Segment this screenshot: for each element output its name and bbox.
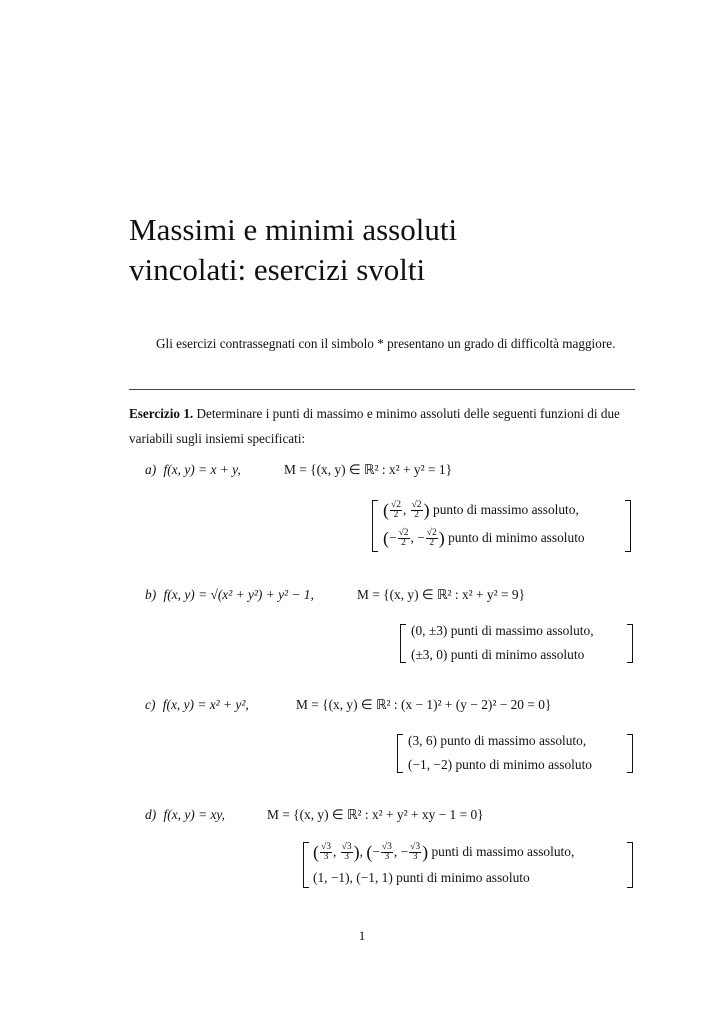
item-b-max-line [411,623,594,639]
item-d-label: d) [145,807,157,822]
item-d-set: M = {(x, y) ∈ ℝ² : x² + y² + xy − 1 = 0} [267,807,484,822]
item-c-max-point: (3, 6) [408,733,438,748]
item-c-left-bracket [397,734,403,773]
item-a-max-text: punto di massimo assoluto, [433,502,579,517]
item-d-min-text: punti di minimo assoluto [396,870,530,885]
item-c-label: c) [145,697,156,712]
item-a-set: M = {(x, y) ∈ ℝ² : x² + y² = 1} [284,462,453,477]
item-d-max-line: ( $\frac{√3}{3}$ , $\frac{√3}{3}$ ), (− $\frac{√3}{3}$ , − $\frac{√3}{3}$ ) punti di massimo assoluto, [313,842,575,863]
item-c-min-line [408,757,592,773]
item-b-left-bracket [400,624,406,663]
exercise-statement [129,401,635,451]
exercise-text: Determinare i punti di massimo e minimo assoluti delle seguenti funzioni di due variabili sugli insiemi specificati: [129,406,620,446]
item-c-set: M = {(x, y) ∈ ℝ² : (x − 1)² + (y − 2)² − 20 = 0} [296,697,552,712]
item-d-max-text: punti di massimo assoluto, [431,844,575,859]
item-d-left-bracket [303,842,309,888]
item-b-function: f(x, y) = √(x² + y²) + y² − 1, [163,587,314,602]
intro-paragraph: Gli esercizi contrassegnati con il simbolo * presentano un grado di difficoltà maggiore. [156,336,616,351]
item-d [145,807,225,823]
item-b-label: b) [145,587,157,602]
item-a [145,462,241,478]
item-b-min-text: punti di minimo assoluto [450,647,585,662]
item-b-min-line [411,647,584,663]
item-c-right-bracket [627,734,633,773]
item-b-max-text: punti di massimo assoluto, [450,623,594,638]
item-b-set: M = {(x, y) ∈ ℝ² : x² + y² = 9} [357,587,526,602]
page-title [129,210,457,290]
item-d-function: f(x, y) = xy, [163,807,225,822]
item-a-min-text: punto di minimo assoluto [448,530,585,545]
item-a-function: f(x, y) = x + y, [163,462,241,477]
item-c-max-line [408,733,586,749]
item-c-min-point: (−1, −2) [408,757,453,772]
title-line-1: Massimi e minimi assoluti [129,212,458,247]
item-b-max-point: (0, ±3) [411,623,448,638]
horizontal-rule [129,389,635,390]
item-d-right-bracket [627,842,633,888]
page-number: 1 [358,928,366,943]
item-a-right-bracket [625,500,631,552]
item-a-label: a) [145,462,157,477]
title-line-2: vincolati: esercizi svolti [129,252,426,287]
item-b [145,587,314,603]
item-b-right-bracket [627,624,633,663]
exercise-label: Esercizio 1. [129,406,194,421]
item-c [145,697,249,713]
item-b-min-point: (±3, 0) [411,647,448,662]
item-d-min-line [313,870,530,886]
item-c-min-text: punto di minimo assoluto [455,757,592,772]
item-c-max-text: punto di massimo assoluto, [440,733,587,748]
item-a-min-line: (− $\frac{√2}{2}$ , − $\frac{√2}{2}$ ) punto di minimo assoluto [383,528,585,549]
item-c-function: f(x, y) = x² + y², [162,697,249,712]
item-a-left-bracket [372,500,378,552]
item-a-max-line: ( $\frac{√2}{2}$ , $\frac{√2}{2}$ ) punto di massimo assoluto, [383,500,579,521]
item-d-min-point: (1, −1), (−1, 1) [313,870,393,885]
